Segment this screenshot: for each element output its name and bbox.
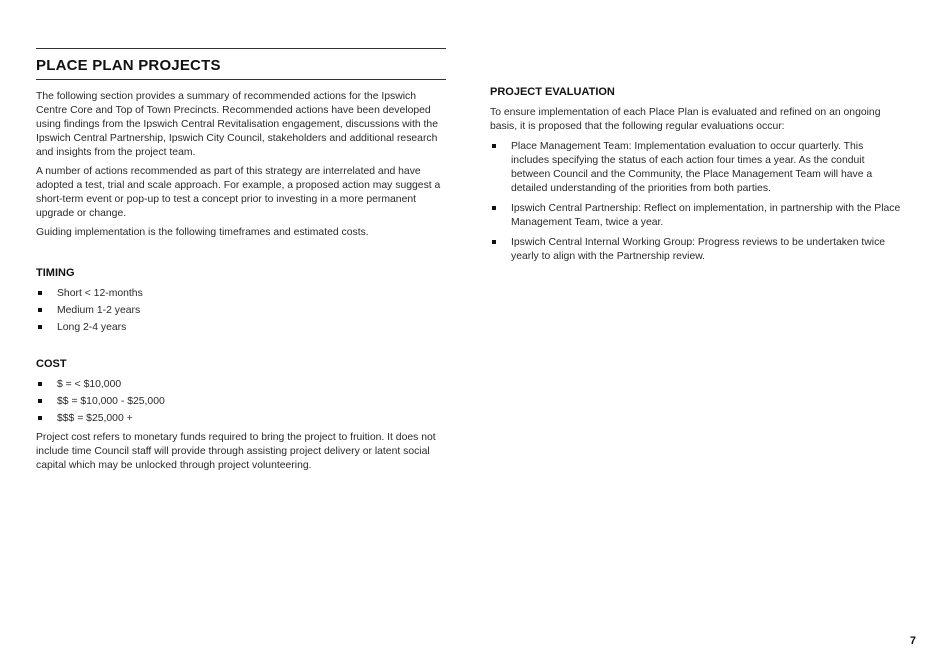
list-item xyxy=(36,304,446,318)
timing-medium: Medium 1-2 years xyxy=(57,305,141,316)
bullet-square-icon xyxy=(38,325,42,329)
page-number: 7 xyxy=(909,635,916,647)
list-item xyxy=(490,202,902,230)
bullet-square-icon xyxy=(38,399,42,403)
cost-high: $$$ = $25,000 + xyxy=(57,413,133,424)
list-item xyxy=(36,412,446,426)
bullet-square-icon xyxy=(492,206,496,210)
list-item xyxy=(36,395,446,409)
bullet-square-icon xyxy=(38,382,42,386)
evaluation-item-working-group: Ipswich Central Internal Working Group: Progress reviews to be undertaken twice yearly to align with the Partnership review. xyxy=(511,237,886,262)
bullet-square-icon xyxy=(38,416,42,420)
list-item xyxy=(36,287,446,301)
timing-list xyxy=(36,287,446,335)
list-item xyxy=(36,378,446,392)
right-column xyxy=(490,86,902,270)
list-item xyxy=(490,140,902,196)
left-column xyxy=(36,48,446,478)
evaluation-list xyxy=(490,140,902,264)
evaluation-intro: To ensure implementation of each Place Plan is evaluated and refined on an ongoing basis, it is proposed that the following regular evaluations occur: xyxy=(490,107,881,132)
cost-note: Project cost refers to monetary funds required to bring the project to fruition. It does not include time Council staff will provide through assisting project delivery or latent social capital which may be unlocked through project volunteering. xyxy=(36,432,436,471)
bullet-square-icon xyxy=(492,144,496,148)
timing-short: Short < 12-months xyxy=(57,288,143,299)
approach-paragraph: A number of actions recommended as part of this strategy are interrelated and have adopted a test, trial and scale approach. For example, a proposed action may suggest a short-term event or pop-up to test a concept prior to investing in a more permanent upgrade or change. xyxy=(36,166,441,219)
timing-long: Long 2-4 years xyxy=(57,322,127,333)
cost-medium: $$ = $10,000 - $25,000 xyxy=(57,396,165,407)
guiding-paragraph: Guiding implementation is the following timeframes and estimated costs. xyxy=(36,227,369,238)
cost-list xyxy=(36,378,446,426)
timing-heading: TIMING xyxy=(36,267,75,279)
title-bottom-rule xyxy=(36,79,446,80)
page-title: PLACE PLAN PROJECTS xyxy=(36,57,221,74)
list-item xyxy=(490,236,902,264)
intro-paragraph: The following section provides a summary of recommended actions for the Ipswich Centre Core and Top of Town Precincts. Recommended actions have been developed using findings from the Ipswich Central Revitalisation engagement, discussions with the Ipswich Central Partnership, Ipswich City Council, stakeholders and additional research and insights from the project team. xyxy=(36,91,438,158)
evaluation-item-place-management: Place Management Team: Implementation evaluation to occur quarterly. This includes specifying the status of each action four times a year. As the conduit between Council and the Community, the Place Management Team will have a detailed understanding of the priorities from both parties. xyxy=(511,141,873,194)
cost-low: $ = < $10,000 xyxy=(57,379,122,390)
bullet-square-icon xyxy=(38,308,42,312)
evaluation-heading: PROJECT EVALUATION xyxy=(490,86,615,98)
bullet-square-icon xyxy=(492,240,496,244)
cost-heading: COST xyxy=(36,358,67,370)
list-item xyxy=(36,321,446,335)
evaluation-item-partnership: Ipswich Central Partnership: Reflect on implementation, in partnership with the Place Management Team, twice a year. xyxy=(511,203,901,228)
bullet-square-icon xyxy=(38,291,42,295)
